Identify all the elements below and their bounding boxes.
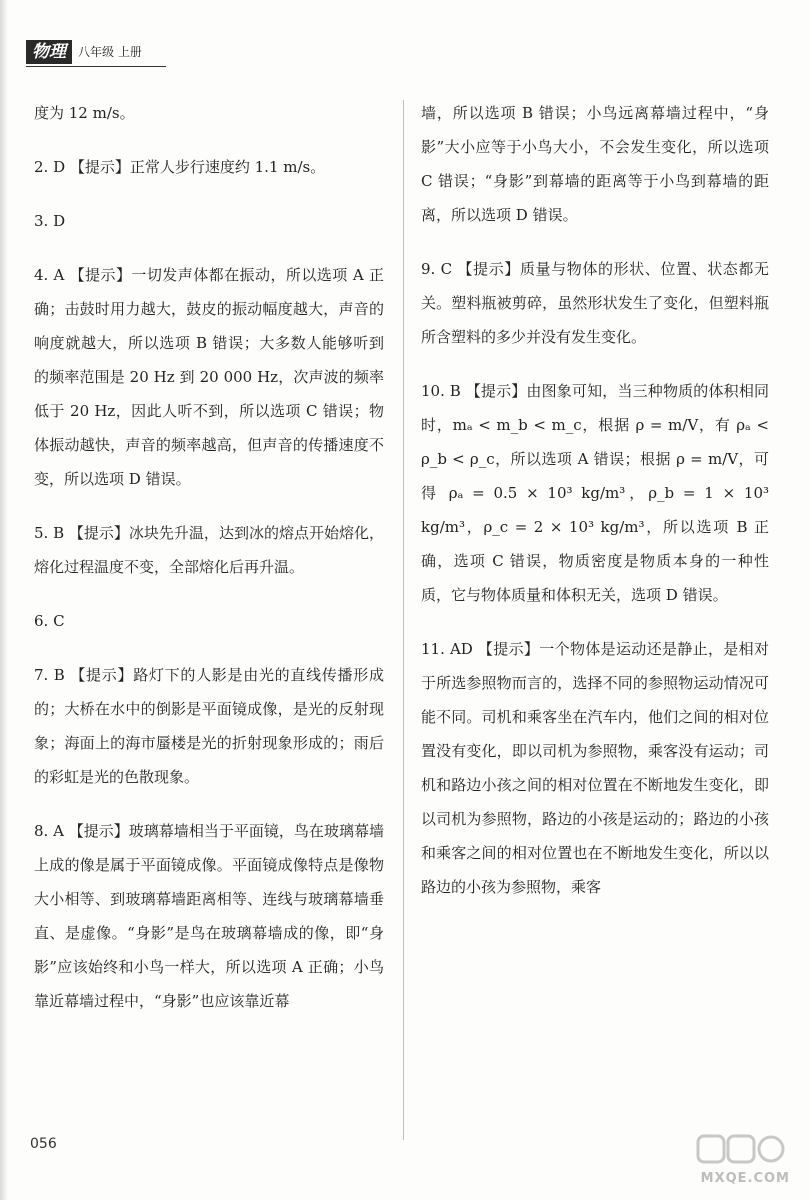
answer-paragraph: 墙，所以选项 B 错误；小鸟远离幕墙过程中，“身影”大小应等于小鸟大小，不会发生变化，所以选项 C 错误；“身影”到幕墙的距离等于小鸟到幕墙的距离，所以选项 D 错误。 bbox=[421, 104, 769, 224]
answer-paragraph: 4. A 【提示】一切发声体都在振动，所以选项 A 正确；击鼓时用力越大，鼓皮的振动幅度越大，声音的响度就越大，所以选项 B 错误；大多数人能够听到的频率范围是 20 Hz 到 20 000 Hz，次声波的频率低于 20 Hz，因此人听不到，所以选项 C 错误；物体振动越快，声音的频率越高，但声音的传播速度不变，所以选项 D 错误。 bbox=[34, 266, 384, 488]
answer-paragraph: 6. C bbox=[34, 612, 65, 630]
answer-paragraph: 11. AD 【提示】一个物体是运动还是静止，是相对于所选参照物而言的，选择不同的参照物运动情况可能不同。司机和乘客坐在汽车内，他们之间的相对位置没有变化，即以司机为参照物，乘客没有运动；司机和路边小孩之间的相对位置在不断地发生变化，即以司机为参照物，路边的小孩是运动的；路边的小孩和乘客之间的相对位置也在不断地发生变化，所以以路边的小孩为参照物，乘客 bbox=[421, 640, 769, 896]
page-edge-shadow bbox=[0, 0, 8, 1200]
page-number: 056 bbox=[30, 1136, 57, 1152]
watermark-text: MXQE.COM bbox=[700, 1171, 790, 1186]
answer-paragraph: 度为 12 m/s。 bbox=[34, 104, 135, 122]
answer-paragraph: 3. D bbox=[34, 212, 66, 230]
subject-badge: 物理 bbox=[26, 40, 72, 64]
page-header bbox=[26, 40, 166, 66]
grade-label: 八年级 上册 bbox=[78, 45, 142, 59]
watermark bbox=[676, 1132, 796, 1192]
answer-paragraph: 9. C 【提示】质量与物体的形状、位置、状态都无关。塑料瓶被剪碎，虽然形状发生了变化，但塑料瓶所含塑料的多少并没有发生变化。 bbox=[421, 260, 769, 346]
answer-paragraph: 2. D 【提示】正常人步行速度约 1.1 m/s。 bbox=[34, 158, 326, 176]
right-column bbox=[421, 96, 769, 904]
header-underline bbox=[26, 66, 166, 67]
answer-paragraph: 10. B 【提示】由图象可知，当三种物质的体积相同时，mₐ < m_b < m_c，根据 ρ = m/V，有 ρₐ < ρ_b < ρ_c，所以选项 A 错误；根据 ρ = m/V，可得 ρₐ = 0.5 × 10³ kg/m³，ρ_b = 1 × 10³ kg/m³，ρ_c = 2 × 10³ kg/m³，所以选项 B 正确，选项 C 错误，物质密度是物质本身的一种性质，它与物体质量和体积无关，选项 D 错误。 bbox=[421, 382, 769, 604]
left-column bbox=[34, 96, 384, 1018]
answer-paragraph: 5. B 【提示】冰块先升温，达到冰的熔点开始熔化，熔化过程温度不变，全部熔化后再升温。 bbox=[34, 524, 384, 576]
answer-paragraph: 7. B 【提示】路灯下的人影是由光的直线传播形成的；大桥在水中的倒影是平面镜成像，是光的反射现象；海面上的海市蜃楼是光的折射现象形成的；雨后的彩虹是光的色散现象。 bbox=[34, 666, 384, 786]
watermark-logo-icon bbox=[696, 1132, 786, 1168]
answer-paragraph: 8. A 【提示】玻璃幕墙相当于平面镜，鸟在玻璃幕墙上成的像是属于平面镜成像。平面镜成像特点是像物大小相等、到玻璃幕墙距离相等、连线与玻璃幕墙垂直、是虚像。“身影”是鸟在玻璃幕墙成的像，即“身影”应该始终和小鸟一样大，所以选项 A 正确；小鸟靠近幕墙过程中，“身影”也应该靠近幕 bbox=[34, 822, 384, 1010]
column-divider bbox=[403, 100, 404, 1140]
